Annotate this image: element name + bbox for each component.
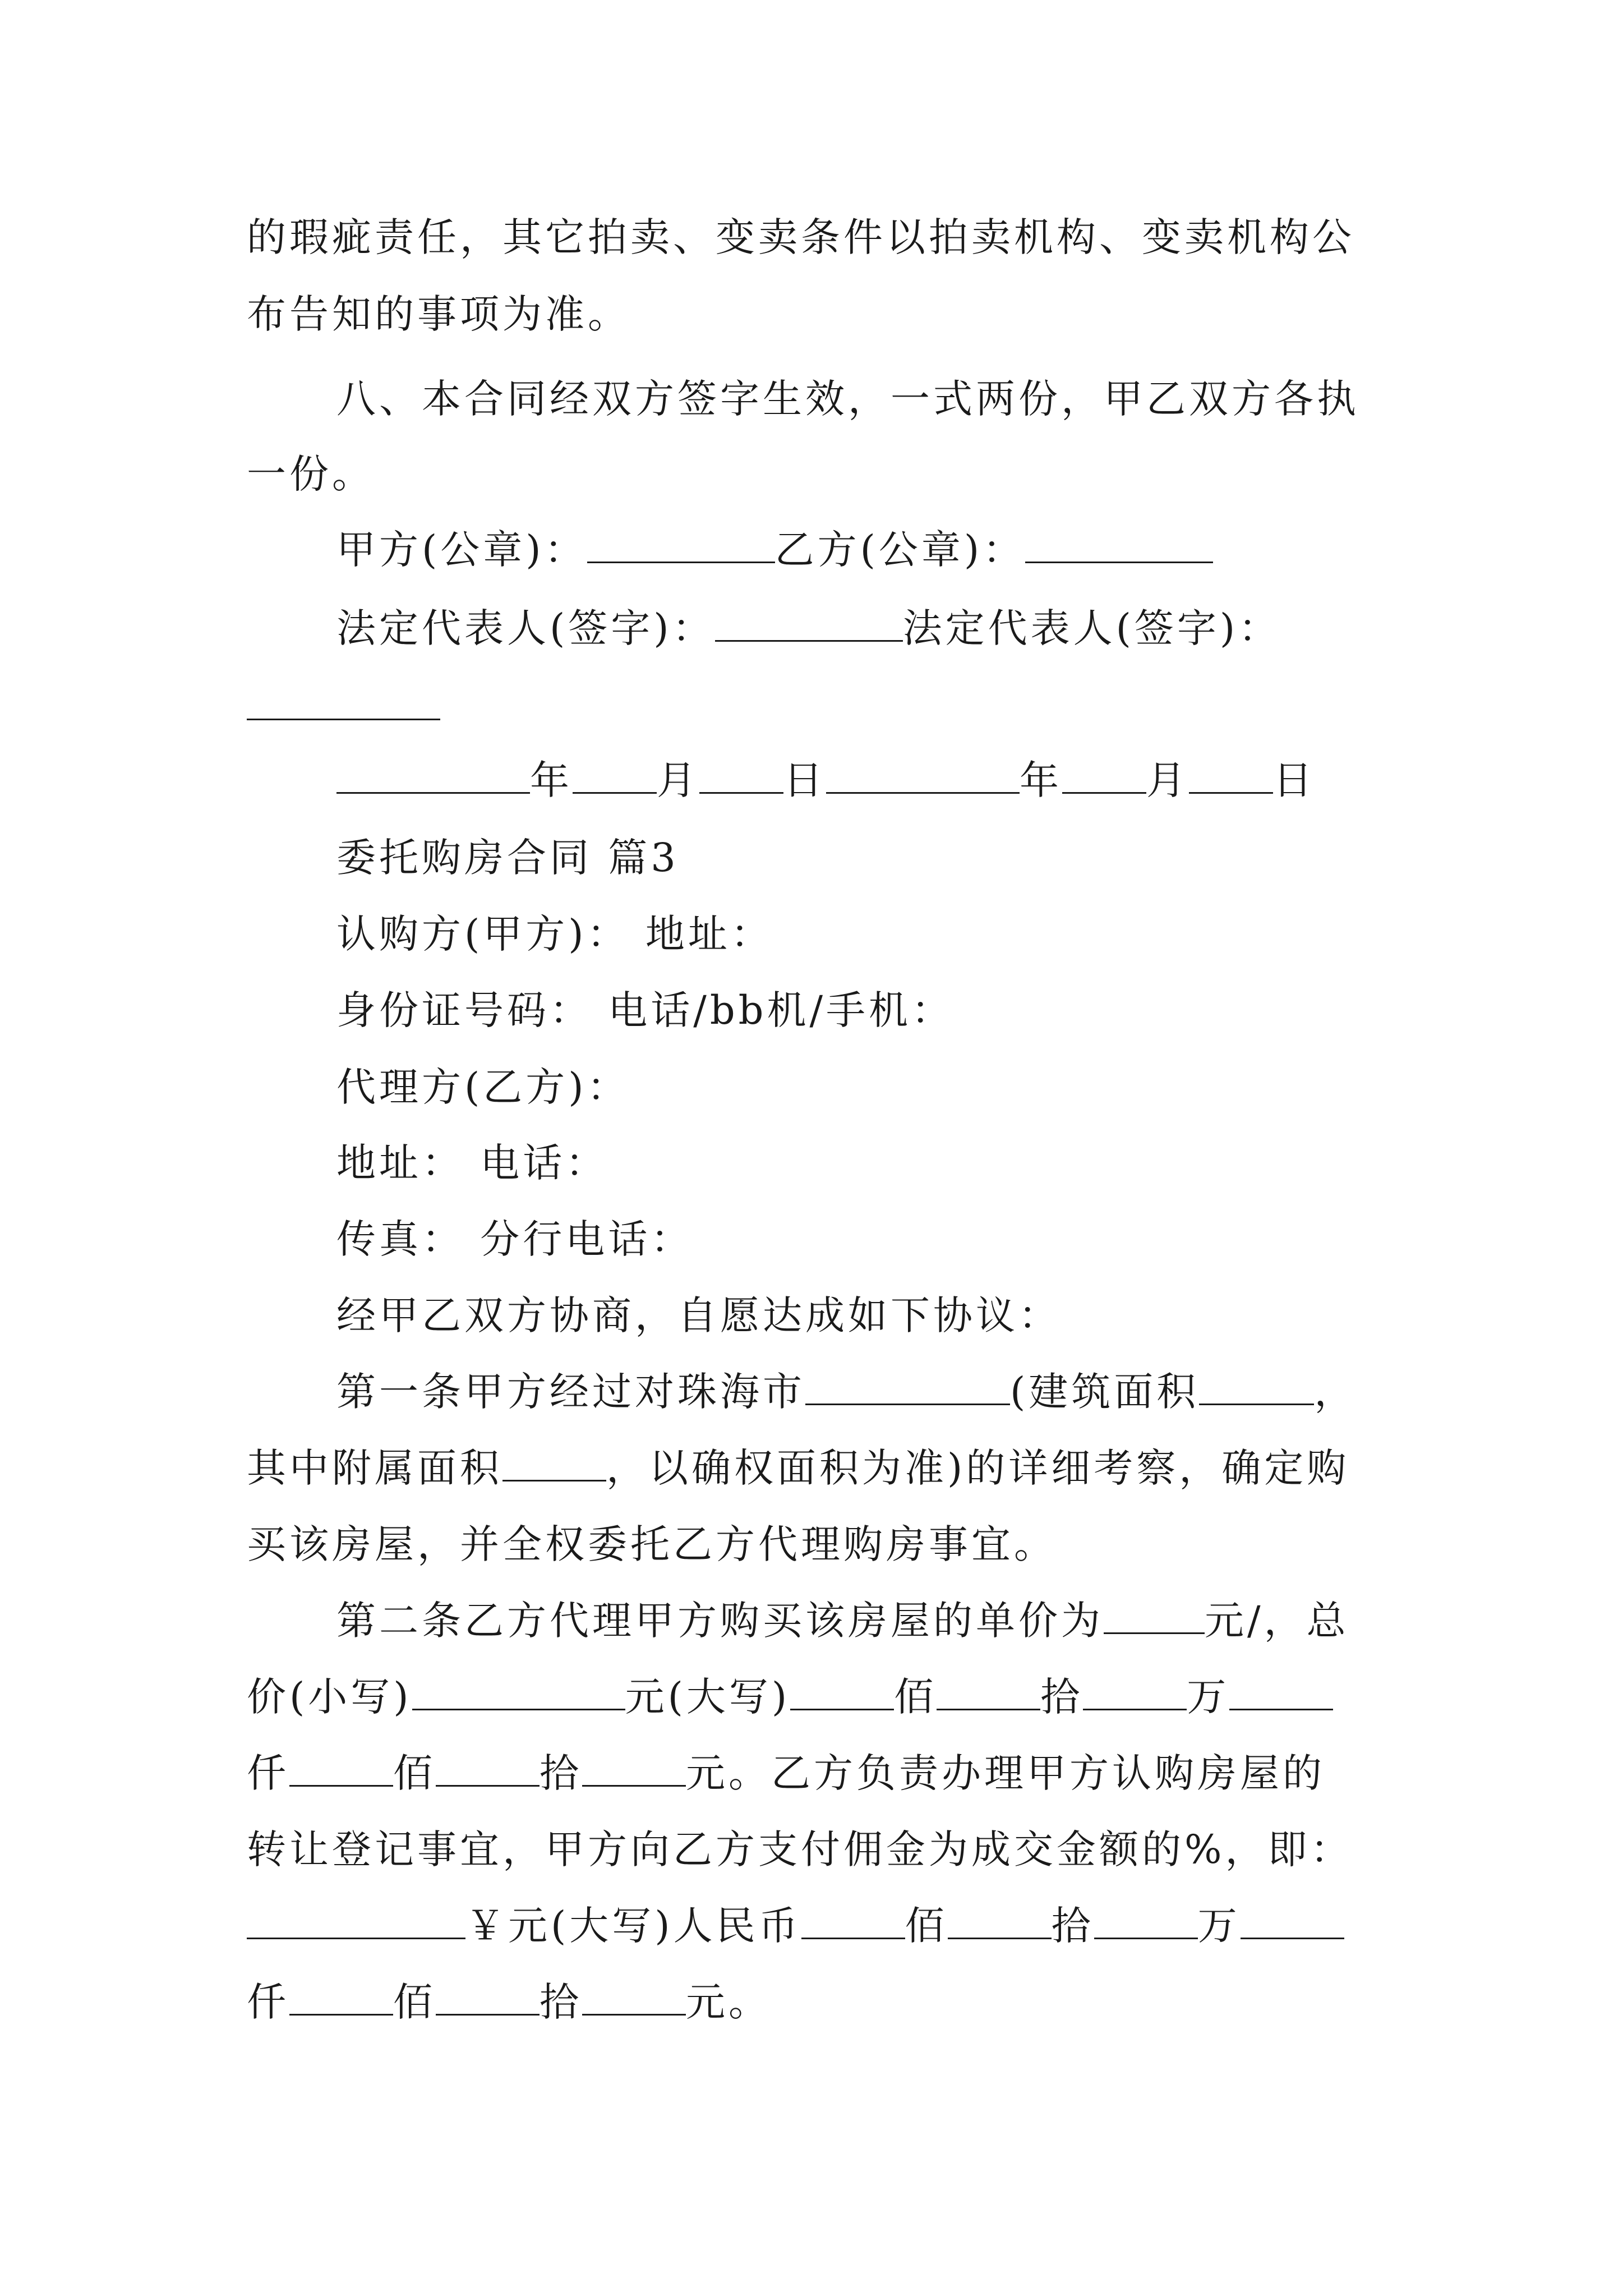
agent-line [336, 1062, 630, 1112]
text: 万 [1187, 1674, 1230, 1720]
signature-overflow-line [247, 682, 440, 732]
heading-text: 委托购房合同 篇3 [336, 835, 679, 881]
fax-line [336, 1214, 693, 1264]
text: 代理方(乙方)： [336, 1064, 630, 1110]
text: 身份证号码： 电话/bb机/手机： [336, 987, 955, 1033]
text: 佰 [393, 1750, 436, 1796]
text: 认购方(甲方)： 地址： [336, 911, 773, 957]
month-label: 月 [657, 757, 699, 803]
text: 第二条乙方代理甲方购买该房屋的单价为 [336, 1598, 1104, 1644]
id-line [336, 985, 954, 1036]
text: 元。 [686, 1979, 771, 2025]
day-label: 日 [1273, 757, 1316, 803]
paragraph-line [247, 289, 630, 339]
article-two-line [247, 1824, 1353, 1875]
text: 第一条甲方经过对珠海市 [336, 1369, 805, 1415]
article-one-line [247, 1443, 1349, 1493]
month-label: 月 [1146, 757, 1189, 803]
paragraph-line [247, 212, 1355, 263]
blank-field [582, 1749, 686, 1787]
text: 拾 [1051, 1903, 1094, 1949]
text: 拾 [540, 1979, 582, 2025]
blank-field [790, 1673, 894, 1710]
text: 八、本合同经双方签字生效，一式两份，甲乙双方各执 [336, 376, 1359, 422]
blank-field [801, 1902, 905, 1939]
blank-field [1104, 1596, 1205, 1634]
blank-field [1083, 1673, 1187, 1710]
text: 买该房屋，并全权委托乙方代理购房事宜。 [247, 1521, 1057, 1567]
text: 转让登记事宜，甲方向乙方支付佣金为成交金额的%，即： [247, 1826, 1353, 1872]
blank-field [573, 756, 657, 794]
blank-field [587, 526, 775, 563]
blank-field [289, 1978, 393, 2016]
party-b-seal-label: 乙方(公章)： [774, 527, 1026, 573]
blank-field [948, 1902, 1052, 1939]
text: 一份。 [247, 451, 375, 497]
date-line [336, 755, 1316, 806]
blank-field [247, 683, 440, 720]
blank-field [502, 1444, 606, 1481]
clause-eight [336, 374, 1359, 424]
text: 佰 [905, 1903, 948, 1949]
blank-field [1062, 756, 1146, 794]
text: 佰 [393, 1979, 436, 2025]
text: ，以确权面积为准)的详细考察，确定购 [606, 1445, 1350, 1491]
article-one-line [336, 1366, 1357, 1417]
blank-field [715, 604, 903, 642]
party-b-rep-label: 法定代表人(签字)： [902, 605, 1281, 651]
day-label: 日 [783, 757, 826, 803]
blank-field [805, 1368, 1010, 1405]
blank-field [412, 1673, 625, 1710]
blank-field [582, 1978, 686, 2016]
text: 布告知的事项为准。 [247, 291, 630, 337]
text: 的瑕疵责任，其它拍卖、变卖条件以拍卖机构、变卖机构公 [247, 214, 1355, 260]
paragraph-line [247, 449, 375, 499]
text: 元。乙方负责办理甲方认购房屋的 [686, 1750, 1325, 1796]
article-one-line [247, 1519, 1057, 1570]
party-a-rep-label: 法定代表人(签字)： [336, 605, 715, 651]
section-heading [336, 832, 679, 883]
address-line [336, 1138, 608, 1188]
blank-field [1199, 1368, 1314, 1405]
blank-field [436, 1749, 540, 1787]
article-two-line [247, 1748, 1325, 1798]
text: 元(大写) [625, 1674, 791, 1720]
buyer-line [336, 909, 773, 959]
text: 仟 [247, 1750, 289, 1796]
text: 佰 [894, 1674, 937, 1720]
consensus-line [336, 1290, 1061, 1341]
text: (建筑面积 [1010, 1369, 1200, 1415]
text: 传真： 分行电话： [336, 1216, 694, 1262]
signature-line-representative [336, 603, 1281, 654]
blank-field [937, 1673, 1040, 1710]
year-label: 年 [1020, 757, 1062, 803]
text: 其中附属面积 [247, 1445, 502, 1491]
text: 拾 [540, 1750, 582, 1796]
article-two-line [247, 1901, 1344, 1951]
blank-field [1094, 1902, 1198, 1939]
article-two-line [336, 1595, 1349, 1646]
blank-field [1189, 756, 1273, 794]
year-label: 年 [530, 757, 573, 803]
blank-field [336, 756, 530, 794]
text: 价(小写) [247, 1674, 412, 1720]
text: ￥元(大写)人民币 [465, 1903, 801, 1949]
blank-field [436, 1978, 540, 2016]
blank-field [699, 756, 783, 794]
blank-field [247, 1902, 465, 1939]
text: ， [1314, 1369, 1357, 1415]
text: 地址： 电话： [336, 1140, 608, 1186]
blank-field [1025, 526, 1213, 563]
party-a-seal-label: 甲方(公章)： [336, 527, 587, 573]
blank-field [1241, 1902, 1344, 1939]
signature-line-seal [336, 524, 1213, 575]
text: 元/，总 [1205, 1598, 1349, 1644]
blank-field [826, 756, 1020, 794]
blank-field [1229, 1673, 1333, 1710]
article-two-line [247, 1977, 771, 2027]
text: 拾 [1040, 1674, 1083, 1720]
text: 万 [1197, 1903, 1241, 1949]
text: 仟 [247, 1979, 289, 2025]
text: 经甲乙双方协商，自愿达成如下协议： [336, 1292, 1061, 1338]
article-two-line [247, 1672, 1333, 1722]
blank-field [289, 1749, 393, 1787]
